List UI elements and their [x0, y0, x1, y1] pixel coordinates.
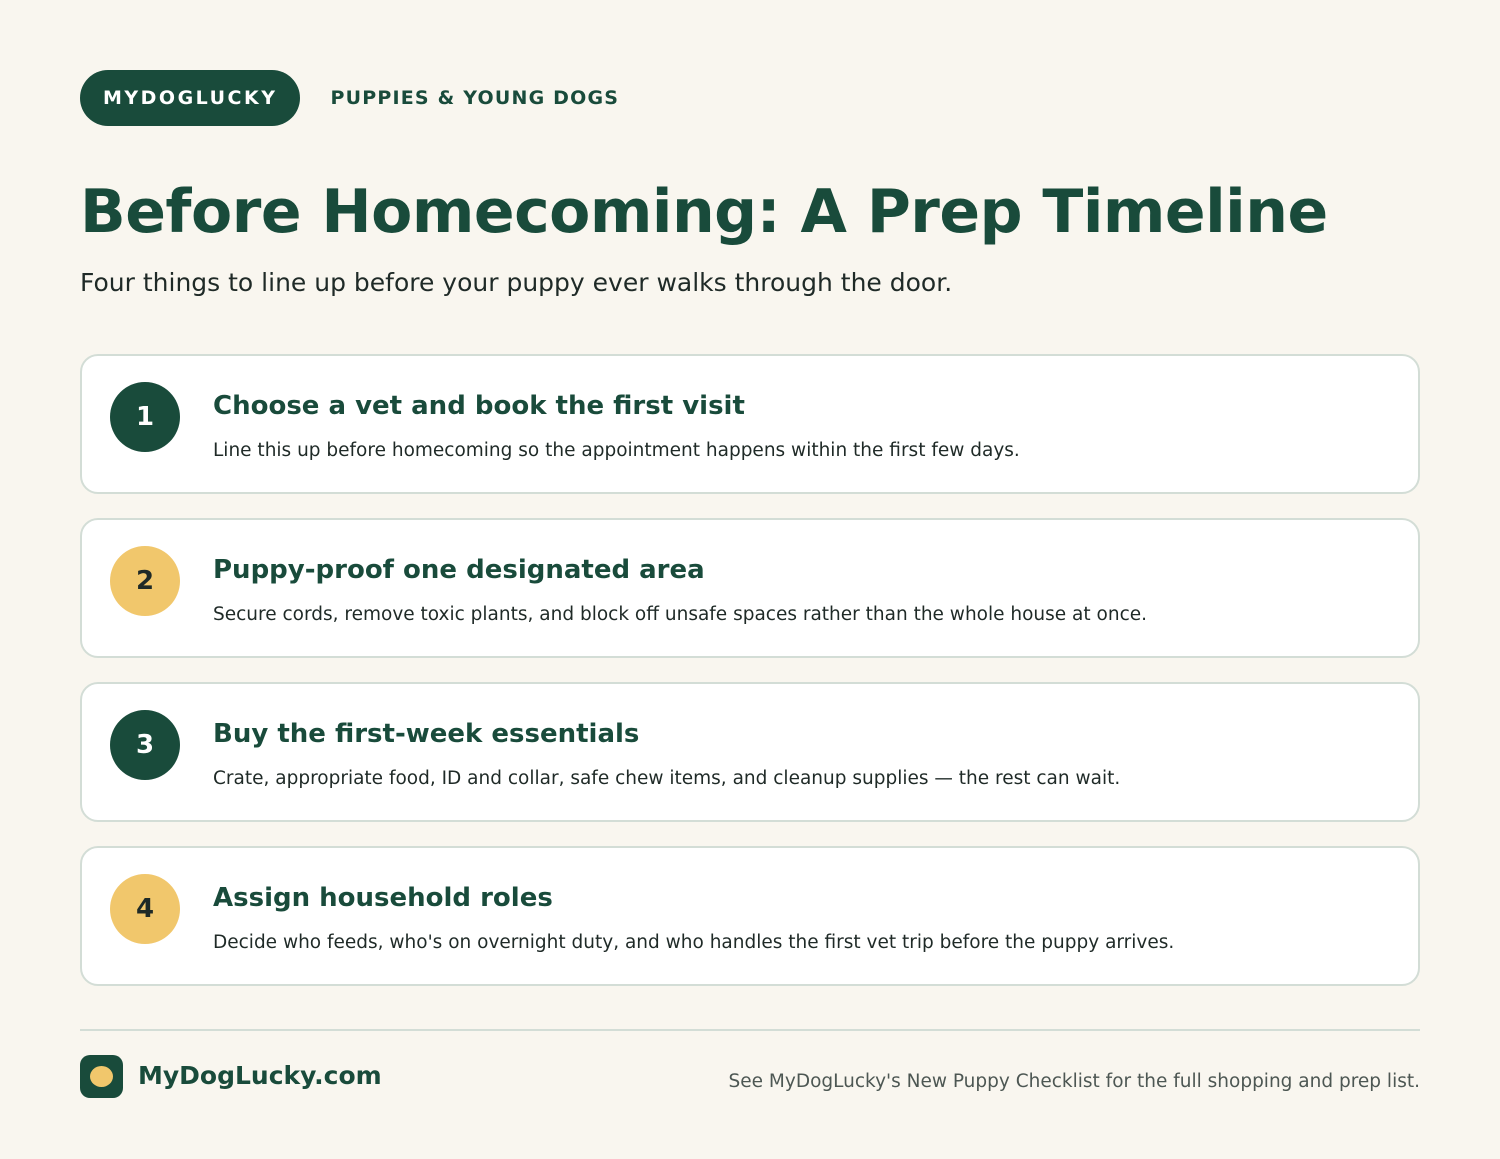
step-card-2	[80, 518, 1420, 658]
step-card-3	[80, 682, 1420, 822]
step-description: Crate, appropriate food, ID and collar, safe chew items, and cleanup supplies — the rest can wait.	[213, 768, 1121, 789]
page-content	[80, 70, 1420, 953]
logo-dot-icon	[90, 1066, 113, 1087]
step-title: Assign household roles	[213, 883, 553, 913]
step-title: Choose a vet and book the first visit	[213, 391, 745, 421]
footer-divider	[80, 1029, 1420, 1031]
footer-site-link[interactable]: MyDogLucky.com	[138, 1061, 382, 1090]
page-subtitle: Four things to line up before your puppy ever walks through the door.	[80, 268, 953, 297]
step-number-badge: 1	[110, 382, 180, 452]
step-title: Buy the first-week essentials	[213, 719, 640, 749]
step-title: Puppy-proof one designated area	[213, 555, 705, 585]
page-title: Before Homecoming: A Prep Timeline	[80, 177, 1328, 247]
brand-logo-icon[interactable]	[80, 1055, 123, 1098]
step-card-4	[80, 846, 1420, 986]
step-number-badge: 2	[110, 546, 180, 616]
category-link[interactable]: PUPPIES & YOUNG DOGS	[330, 87, 620, 109]
step-description: Decide who feeds, who's on overnight duty, and who handles the first vet trip before the puppy arrives.	[213, 932, 1175, 953]
step-number-badge: 3	[110, 710, 180, 780]
header-bar	[80, 70, 1420, 126]
step-card-1	[80, 354, 1420, 494]
brand-badge[interactable]: MYDOGLUCKY	[80, 70, 300, 126]
step-description: Secure cords, remove toxic plants, and block off unsafe spaces rather than the whole house at once.	[213, 604, 1148, 625]
footer-note: See MyDogLucky's New Puppy Checklist for the full shopping and prep list.	[728, 1071, 1420, 1092]
step-description: Line this up before homecoming so the appointment happens within the first few days.	[213, 440, 1020, 461]
step-list	[80, 354, 1420, 1010]
step-number-badge: 4	[110, 874, 180, 944]
